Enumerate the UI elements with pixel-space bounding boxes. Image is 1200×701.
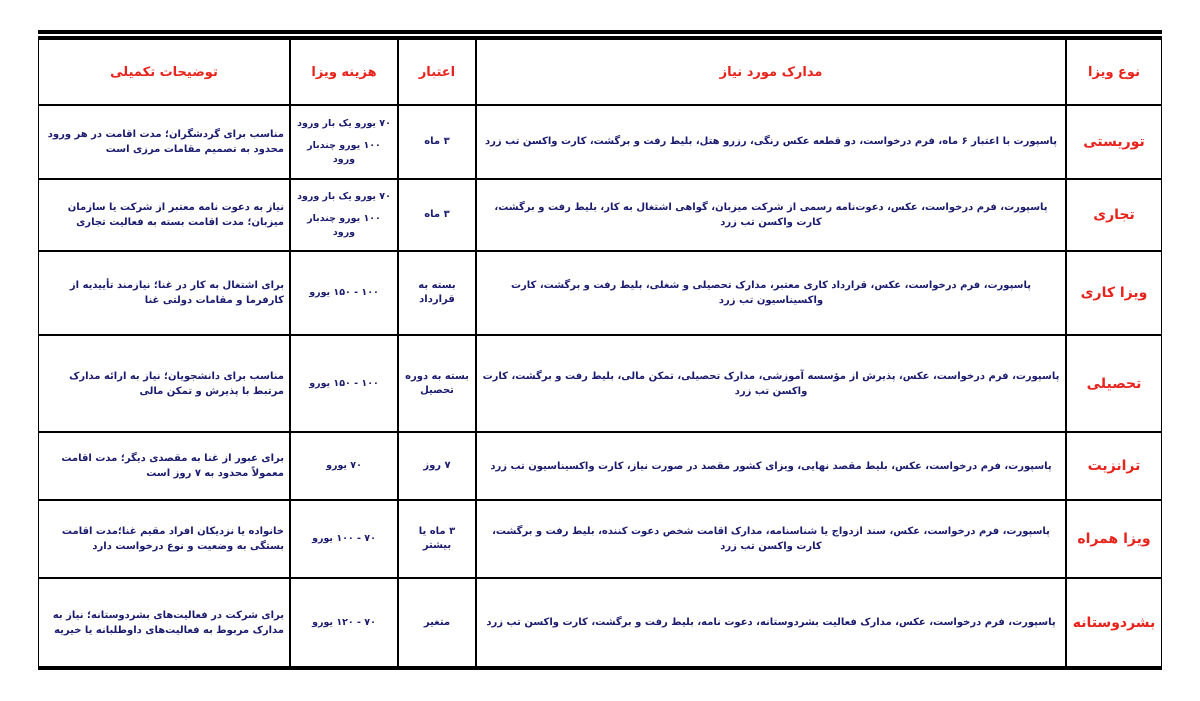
notes-cell: برای شرکت در فعالیت‌های بشردوستانه؛ نیاز به مدارک مربوط به فعالیت‌های داوطلبانه یا خیریه (38, 578, 290, 667)
visa-cost-cell (290, 251, 398, 336)
validity-cell: ۳ ماه (398, 105, 476, 179)
table-row (38, 578, 1162, 667)
cost-line: ۱۰۰ - ۱۵۰ یورو (309, 377, 379, 389)
notes-cell: برای عبور از غنا به مقصدی دیگر؛ مدت اقامت معمولاً محدود به ۷ روز است (38, 432, 290, 500)
visa-type-cell: ترانزیت (1066, 432, 1162, 500)
header-visa-cost: هزینه ویزا (290, 39, 398, 105)
required-docs-cell: پاسپورت، فرم درخواست، عکس، بلیط مقصد نهایی، ویزای کشور مقصد در صورت نیاز، کارت واکسیناسیون تب زرد (476, 432, 1066, 500)
validity-cell: ۳ ماه (398, 179, 476, 251)
visa-type-cell: ویزا کاری (1066, 251, 1162, 336)
cost-line: ۱۰۰ - ۱۵۰ یورو (309, 287, 379, 299)
table-row (38, 251, 1162, 336)
cost-line: ۷۰ یورو یک بار ورود (297, 190, 391, 202)
validity-cell: ۷ روز (398, 432, 476, 500)
validity-cell: ۳ ماه یا بیشتر (398, 500, 476, 578)
notes-cell: مناسب برای دانشجویان؛ نیاز به ارائه مدارک مرتبط با پذیرش و تمکن مالی (38, 335, 290, 432)
validity-cell: متغیر (398, 578, 476, 667)
visa-cost-cell (290, 500, 398, 578)
visa-cost-cell (290, 578, 398, 667)
notes-cell: برای اشتغال به کار در غنا؛ نیازمند تأییدیه از کارفرما و مقامات دولتی غنا (38, 251, 290, 336)
required-docs-cell: پاسپورت، فرم درخواست، عکس، پذیرش از مؤسسه آموزشی، مدارک تحصیلی، تمکن مالی، بلیط رفت و برگشت، کارت واکسن تب زرد (476, 335, 1066, 432)
visa-cost-cell (290, 179, 398, 251)
notes-cell: نیاز به دعوت نامه معتبر از شرکت یا سازمان میزبان؛ مدت اقامت بسته به فعالیت تجاری (38, 179, 290, 251)
top-rule (38, 30, 1162, 34)
table-row (38, 179, 1162, 251)
validity-cell: بسته به قرارداد (398, 251, 476, 336)
header-row (38, 39, 1162, 105)
visa-type-cell: بشردوستانه (1066, 578, 1162, 667)
notes-cell: خانواده یا نزدیکان افراد مقیم غنا؛مدت اقامت بستگی به وضعیت و نوع درخواست دارد (38, 500, 290, 578)
cost-line: ۱۰۰ یورو چندبار ورود (307, 212, 381, 238)
table-row (38, 500, 1162, 578)
visa-cost-cell (290, 432, 398, 500)
header-notes: توضیحات تکمیلی (38, 39, 290, 105)
validity-cell: بسته به دوره تحصیل (398, 335, 476, 432)
header-required-docs: مدارک مورد نیاز (476, 39, 1066, 105)
cost-line: ۷۰ - ۱۰۰ یورو (312, 533, 376, 545)
table-row (38, 105, 1162, 179)
table-row (38, 432, 1162, 500)
visa-type-cell: تجاری (1066, 179, 1162, 251)
header-visa-type: نوع ویزا (1066, 39, 1162, 105)
cost-line: ۷۰ یورو یک بار ورود (297, 117, 391, 129)
header-validity: اعتبار (398, 39, 476, 105)
visa-cost-cell (290, 105, 398, 179)
visa-type-cell: توریستی (1066, 105, 1162, 179)
visa-table (38, 36, 1162, 670)
visa-type-cell: ویزا همراه (1066, 500, 1162, 578)
cost-line: ۷۰ - ۱۲۰ یورو (312, 616, 376, 628)
visa-type-cell: تحصیلی (1066, 335, 1162, 432)
cost-line: ۱۰۰ یورو چندبار ورود (307, 139, 381, 165)
required-docs-cell: پاسپورت، فرم درخواست، عکس، مدارک فعالیت بشردوستانه، دعوت نامه، بلیط رفت و برگشت، کارت واکسن تب زرد (476, 578, 1066, 667)
required-docs-cell: پاسپورت، فرم درخواست، عکس، قرارداد کاری معتبر، مدارک تحصیلی و شغلی، بلیط رفت و برگشت، کارت واکسیناسیون تب زرد (476, 251, 1066, 336)
table-row (38, 335, 1162, 432)
notes-cell: مناسب برای گردشگران؛ مدت اقامت در هر ورود محدود به تصمیم مقامات مرزی است (38, 105, 290, 179)
required-docs-cell: پاسپورت با اعتبار ۶ ماه، فرم درخواست، دو قطعه عکس رنگی، رزرو هتل، بلیط رفت و برگشت، کارت واکسن تب زرد (476, 105, 1066, 179)
cost-line: ۷۰ یورو (326, 460, 362, 472)
required-docs-cell: پاسپورت، فرم درخواست، عکس، سند ازدواج یا شناسنامه، مدارک اقامت شخص دعوت کننده، بلیط رفت و برگشت، کارت واکسن تب زرد (476, 500, 1066, 578)
visa-cost-cell (290, 335, 398, 432)
required-docs-cell: پاسپورت، فرم درخواست، عکس، دعوت‌نامه رسمی از شرکت میزبان، گواهی اشتغال به کار، بلیط رفت و برگشت، کارت واکسن تب زرد (476, 179, 1066, 251)
